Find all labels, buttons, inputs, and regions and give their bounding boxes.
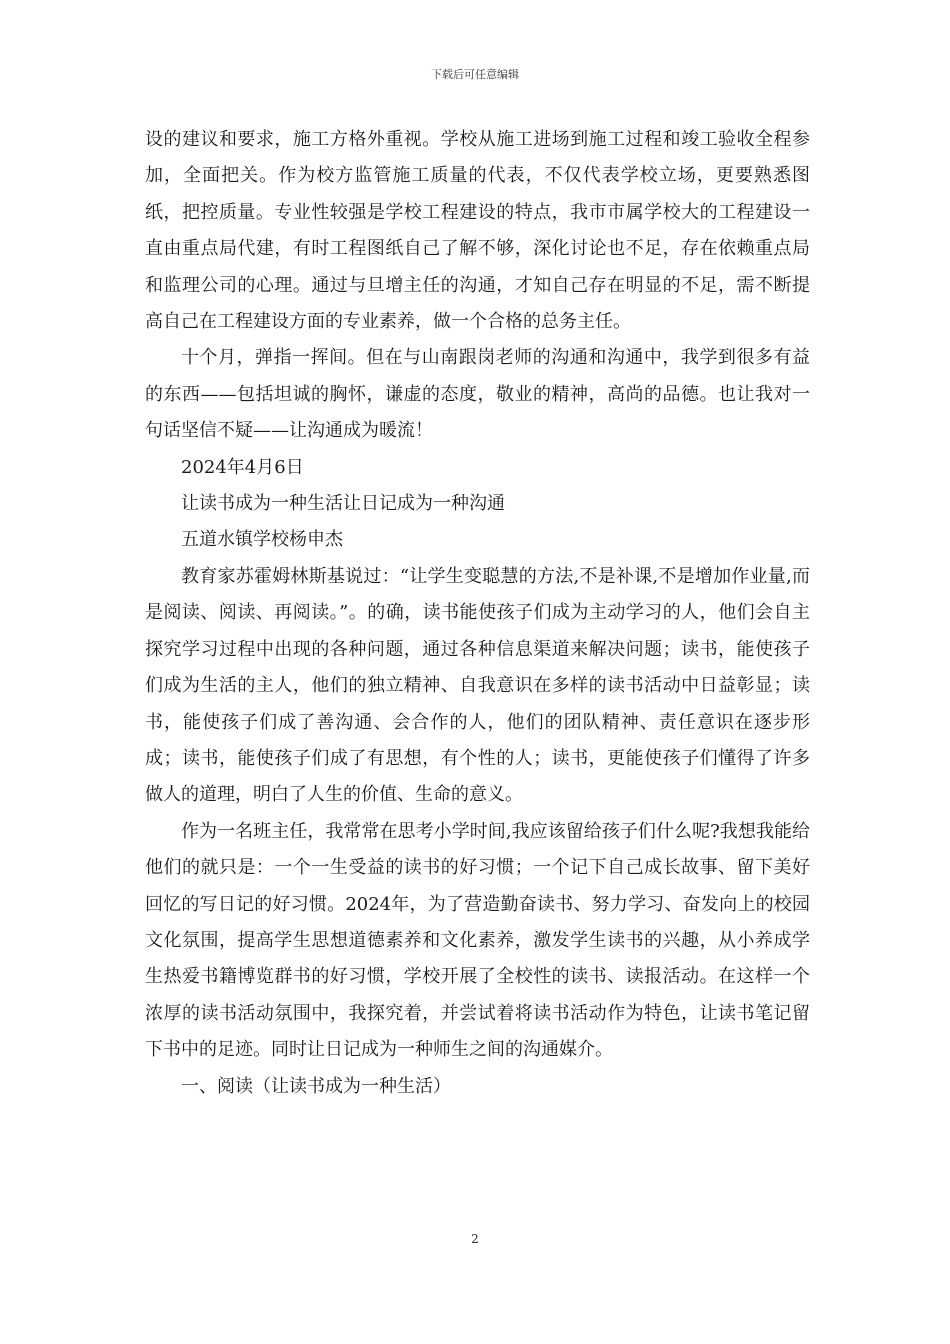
page-header-note: 下载后可任意编辑 (431, 68, 519, 81)
document-body (145, 122, 810, 1105)
paragraph-quote: 教育家苏霍姆林斯基说过：“让学生变聪慧的方法,不是补课,不是增加作业量,而是阅读、阅读、再阅读。”。的确，读书能使孩子们成为主动学习的人，他们会自主探究学习过程中出现的各种问题，通过各种信息渠道来解决问题；读书，能使孩子们成为生活的主人，他们的独立精神、自我意识在多样的读书活动中日益彰显；读书，能使孩子们成了善沟通、会合作的人，他们的团队精神、责任意识在逐步形成；读书，能使孩子们成了有思想，有个性的人；读书，更能使孩子们懂得了许多做人的道理，明白了人生的价值、生命的意义。 (145, 565, 810, 806)
paragraph-reflection: 十个月，弹指一挥间。但在与山南跟岗老师的沟通和沟通中，我学到很多有益的东西——包括坦诚的胸怀，谦虚的态度，敬业的精神，高尚的品德。也让我对一句话坚信不疑——让沟通成为暖流！ (145, 347, 810, 442)
article-title: 让读书成为一种生活让日记成为一种沟通 (181, 493, 505, 515)
paragraph-teacher: 作为一名班主任，我常常在思考小学时间,我应该留给孩子们什么呢?我想我能给他们的就只是：一个一生受益的读书的好习惯；一个记下自己成长故事、留下美好回忆的写日记的好习惯。2024年，为了营造勤奋读书、努力学习、奋发向上的校园文化氛围，提高学生思想道德素养和文化素养，激发学生读书的兴趣，从小养成学生热爱书籍博览群书的好习惯，学校开展了全校性的读书、读报活动。在这样一个浓厚的读书活动氛围中，我探究着，并尝试着将读书活动作为特色，让读书笔记留下书中的足迹。同时让日记成为一种师生之间的沟通媒介。 (145, 820, 810, 1061)
article-author: 五道水镇学校杨申杰 (181, 529, 343, 551)
date-line: 2024年4月6日 (181, 456, 304, 478)
section-heading: 一、阅读（让读书成为一种生活） (181, 1075, 451, 1097)
paragraph-continuation: 设的建议和要求，施工方格外重视。学校从施工进场到施工过程和竣工验收全程参加，全面把关。作为校方监管施工质量的代表，不仅代表学校立场，更要熟悉图纸，把控质量。专业性较强是学校工程建设的特点，我市市属学校大的工程建设一直由重点局代建，有时工程图纸自己了解不够，深化讨论也不足，存在依赖重点局和监理公司的心理。通过与旦增主任的沟通，才知自己存在明显的不足，需不断提高自己在工程建设方面的专业素养，做一个合格的总务主任。 (145, 129, 810, 333)
page-number: 2 (471, 1232, 479, 1246)
